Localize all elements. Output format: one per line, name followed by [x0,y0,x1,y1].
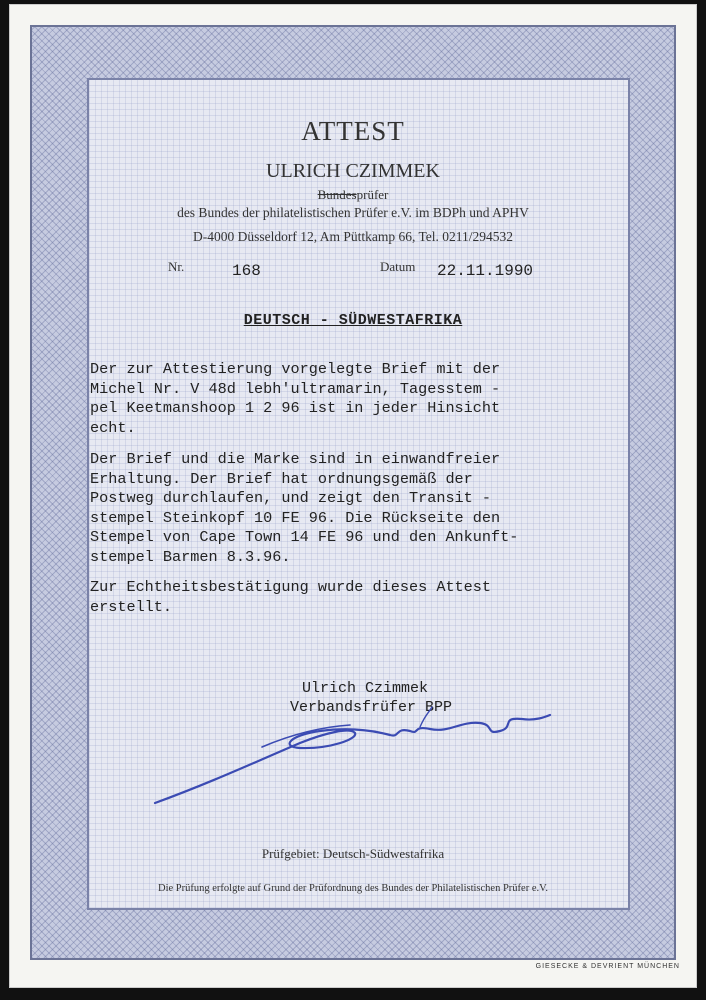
nr-label: Nr. [168,259,185,274]
signatory-title: Verbandsfrüfer BPP [290,699,453,716]
paragraph-confirmation [90,578,650,617]
organization-line: des Bundes der philatelistischen Prüfer e.V. im BDPh und APHV [177,205,529,220]
text-line: erstellt. [90,597,173,616]
paragraph-condition [90,450,650,568]
text-line: echt. [90,418,136,437]
role-text: prüfer [356,187,389,202]
subject-heading: DEUTSCH - SÜDWESTAFRIKA [243,312,463,329]
address-line: D-4000 Düsseldorf 12, Am Püttkamp 66, Tel. 0211/294532 [192,229,514,244]
text-line: Postweg durchlaufen, und zeigt den Transit - [90,489,492,508]
signatory-name: Ulrich Czimmek [302,680,429,697]
nr-value: 168 [232,262,261,280]
examiner-name: ULRICH CZIMMEK [266,160,440,182]
text-line: pel Keetmanshoop 1 2 96 ist in jeder Hinsicht [90,399,501,418]
text-line: Erhaltung. Der Brief hat ordnungsgemäß der [90,469,473,488]
text-line: Michel Nr. V 48d lebh'ultramarin, Tagesstem - [90,379,501,398]
text-line: stempel Steinkopf 10 FE 96. Die Rückseite den [90,508,501,527]
text-line: Stempel von Cape Town 14 FE 96 und den Ankunft- [90,528,519,547]
paragraph-authenticity [90,360,650,438]
certificate-title: ATTEST [301,116,405,146]
test-area-line: Prüfgebiet: Deutsch-Südwestafrika [261,846,445,861]
role-struck-text: Bundes [317,187,357,202]
date-value: 22.11.1990 [437,262,534,280]
text-line: Zur Echtheitsbestätigung wurde dieses Attest [90,578,492,596]
date-label: Datum [380,259,416,274]
handwritten-signature [150,705,560,810]
text-line: Der Brief und die Marke sind in einwandfreier [90,450,501,468]
legal-footer: Die Prüfung erfolgte auf Grund der Prüfordnung des Bundes der Philatelistischen Prüfer e.V. [158,883,548,894]
text-line: Der zur Attestierung vorgelegte Brief mit der [90,360,501,378]
printer-imprint: GIESECKE & DEVRIENT MÜNCHEN [535,963,680,970]
examiner-role [0,187,706,203]
text-line: stempel Barmen 8.3.96. [90,547,291,566]
